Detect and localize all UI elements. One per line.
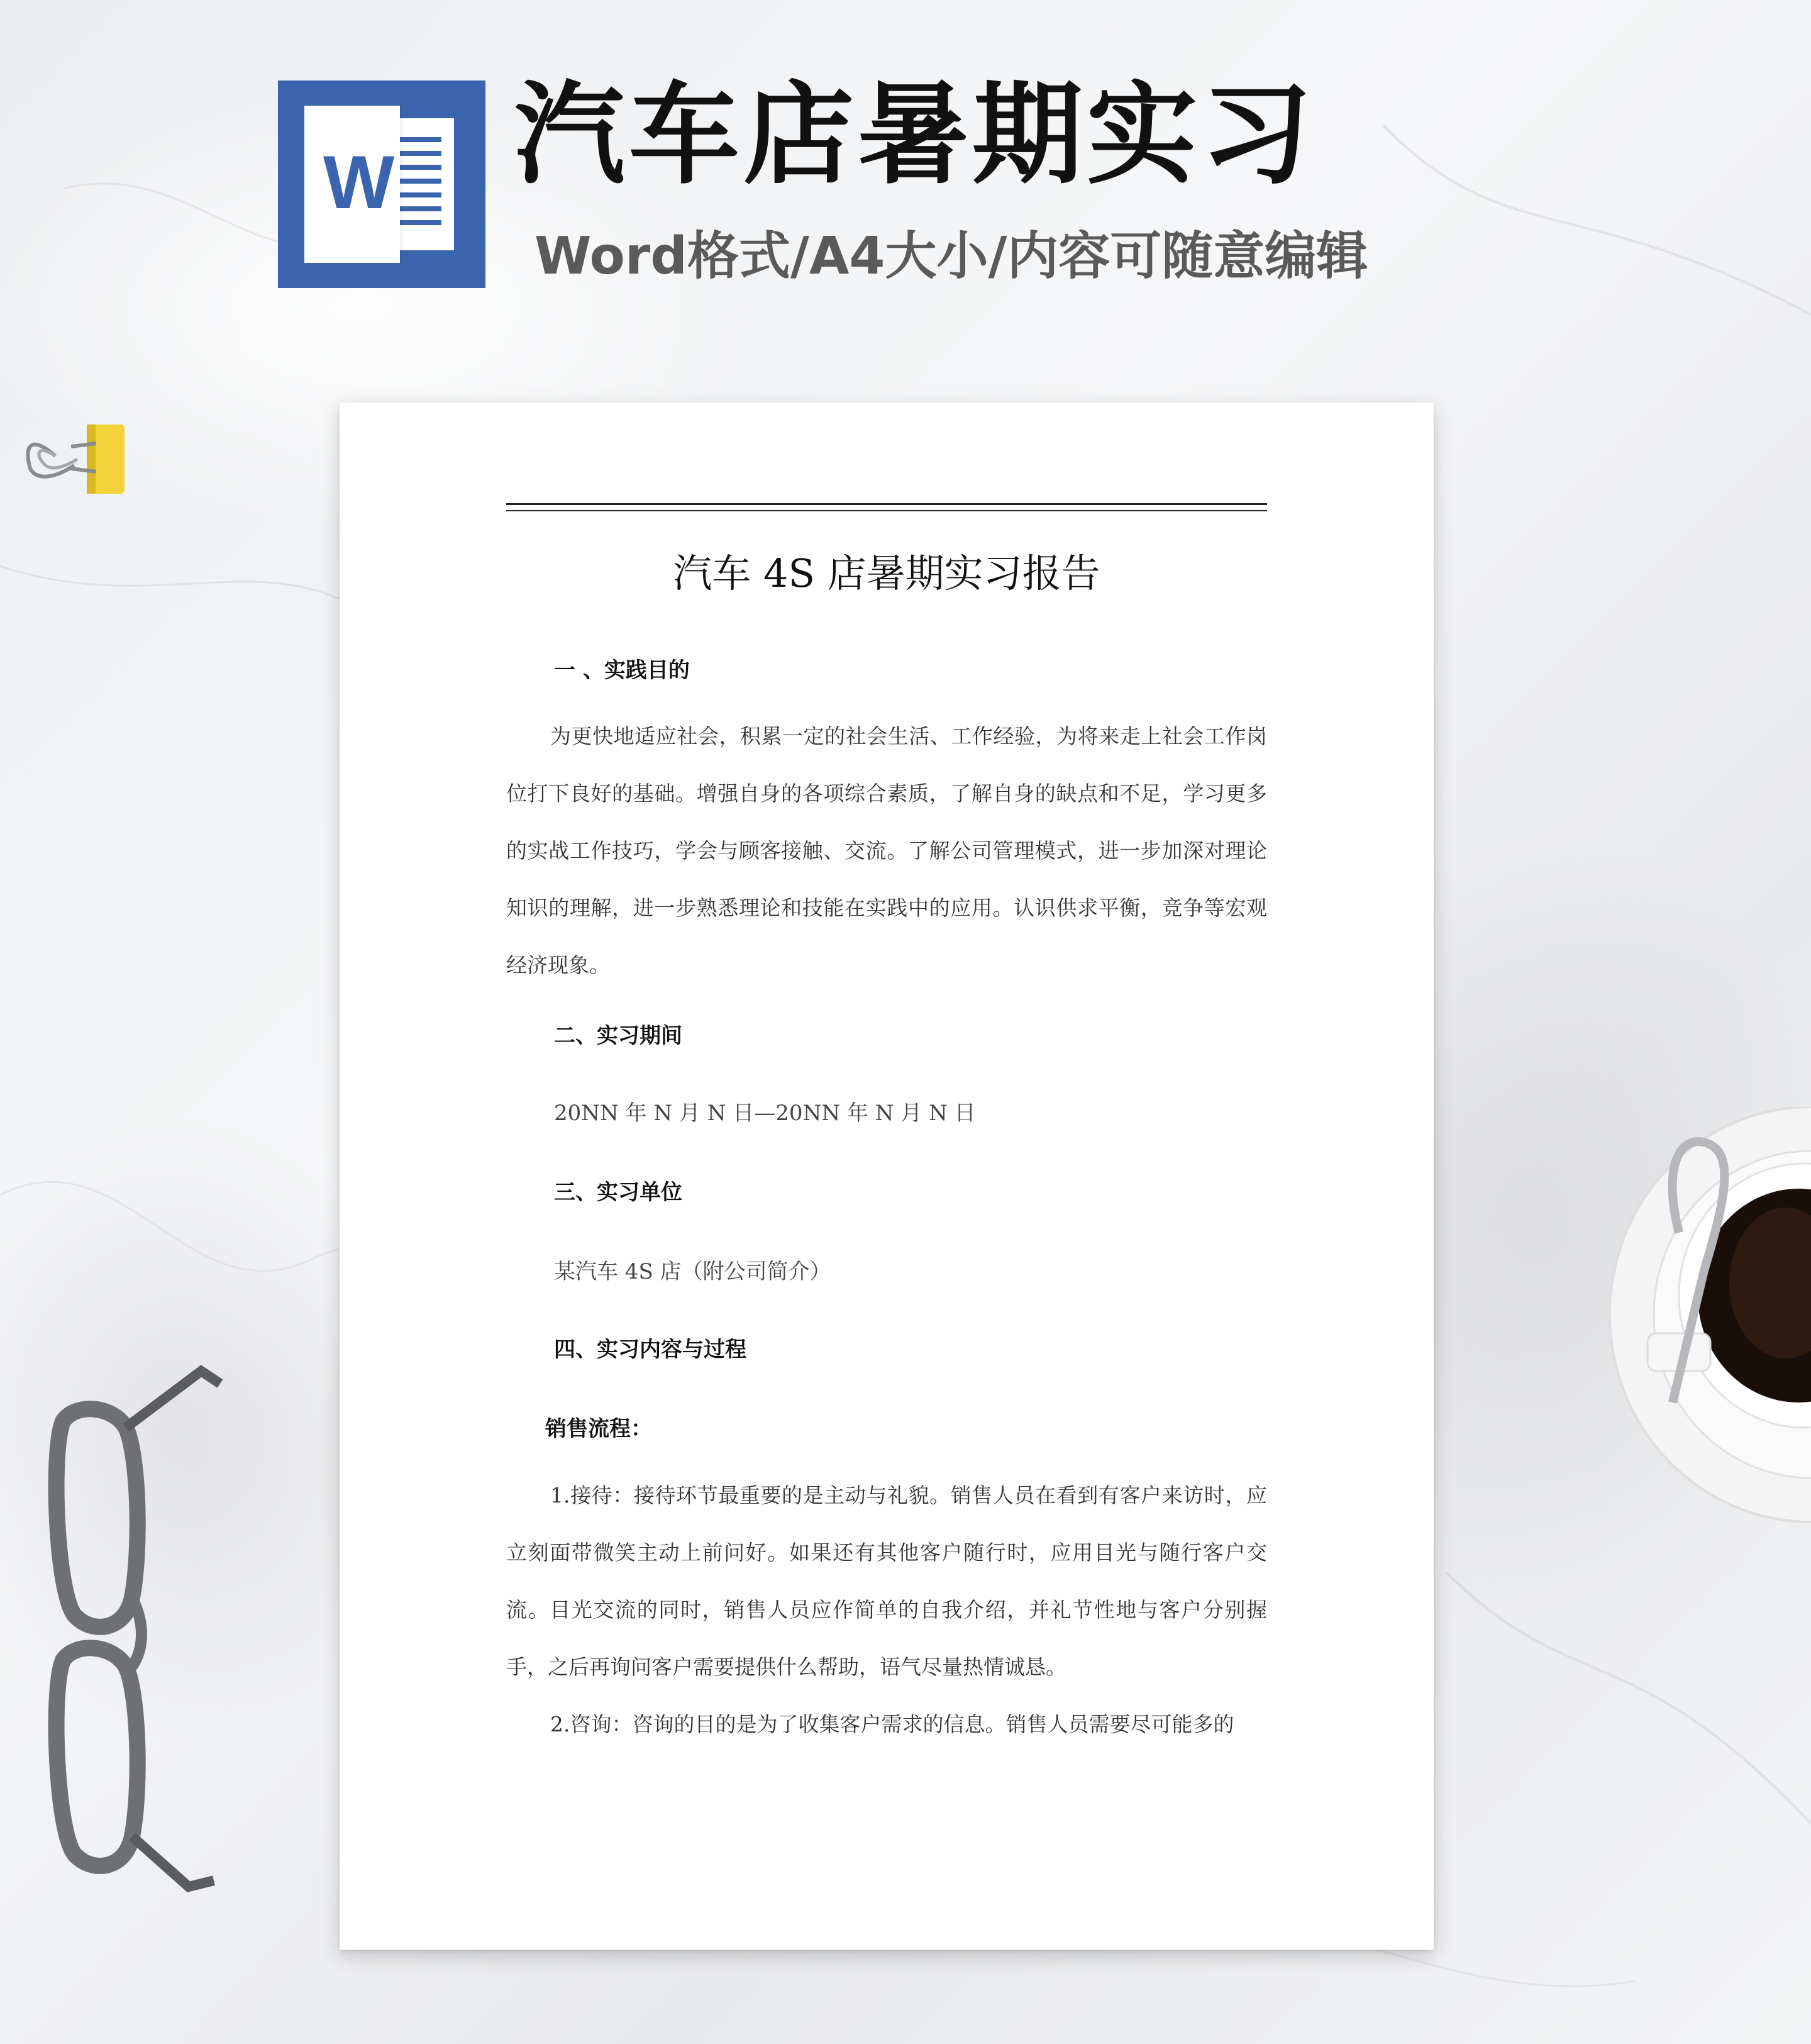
word-document-icon [278,81,485,288]
eyeglasses-icon [38,1358,226,1899]
section1-heading: 一 、实践目的 [554,658,690,683]
sales-step-1: 1.接待：接待环节最重要的是主动与礼貌。销售人员在看到有客户来访时，应立刻面带微笑主动上前问好。如果还有其他客户随行时，应用目光与随行客户交流。目光交流的同时，销售人员应作简单的自我介绍，并礼节性地与客户分别握手，之后再询问客户需要提供什么帮助，语气尽量热情诚恳。 [506,1483,1267,1679]
section1-body: 为更快地适应社会，积累一定的社会生活、工作经验，为将来走上社会工作岗位打下良好的基础。增强自身的各项综合素质，了解自身的缺点和不足，学习更多的实战工作技巧，学会与顾客接触、交流。了解公司管理模式，进一步加深对理论知识的理解，进一步熟悉理论和技能在实践中的应用。认识供求平衡，竞争等宏观经济现象。 [506,724,1267,977]
section4-heading: 四、实习内容与过程 [554,1337,746,1362]
section2-heading: 二、实习期间 [554,1023,682,1048]
document-page [340,403,1434,1950]
sales-process-heading: 销售流程： [545,1416,652,1441]
document-title: 汽车 4S 店暑期实习报告 [673,550,1100,596]
header-rule [506,503,1267,511]
sales-step-2: 2.咨询：咨询的目的是为了收集客户需求的信息。销售人员需要尽可能多的 [550,1712,1234,1736]
section3-body: 某汽车 4S 店（附公司简介） [554,1259,831,1284]
word-logo-letter: W [323,140,395,225]
page-subtitle: Word格式/A4大小/内容可随意编辑 [534,226,1368,286]
coffee-cup-icon [1597,1107,1811,1547]
page-title: 汽车店暑期实习 [514,70,1316,199]
section3-heading: 三、实习单位 [554,1180,682,1205]
binder-clip-icon [18,409,137,503]
section2-body: 20NN 年 N 月 N 日—20NN 年 N 月 N 日 [554,1101,976,1126]
word-logo-card [304,106,400,263]
